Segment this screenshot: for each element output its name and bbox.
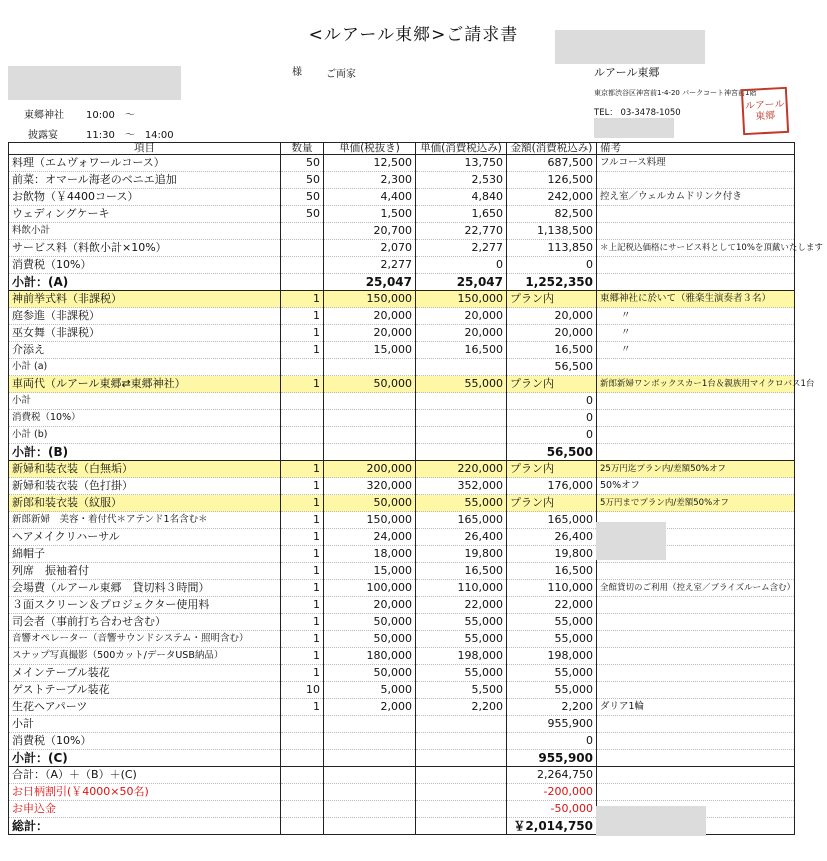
table-row	[9, 495, 795, 512]
row-qty: 1	[281, 512, 324, 529]
row-qty	[281, 444, 324, 461]
row-unit-price-tax: 2,530	[416, 172, 507, 189]
table-row	[9, 444, 795, 461]
header-note: 備考	[597, 143, 795, 155]
row-unit-price: 2,000	[324, 699, 416, 716]
company-address: 東京都渋谷区神宮前1-4-20 パークコート神宮前1階	[594, 89, 757, 97]
row-unit-price-tax: 220,000	[416, 461, 507, 478]
row-qty: 1	[281, 308, 324, 325]
table-row	[9, 427, 795, 444]
row-unit-price-tax: 26,400	[416, 529, 507, 546]
row-unit-price	[324, 359, 416, 376]
row-amount: -200,000	[507, 784, 597, 801]
row-unit-price-tax	[416, 818, 507, 835]
table-row	[9, 648, 795, 665]
row-amount: 126,500	[507, 172, 597, 189]
row-amount: 55,000	[507, 614, 597, 631]
row-qty: 1	[281, 648, 324, 665]
table-row	[9, 614, 795, 631]
table-row	[9, 767, 795, 784]
table-row	[9, 376, 795, 393]
table-row	[9, 342, 795, 359]
row-item: 新郎和装衣装（紋服）	[9, 495, 281, 512]
row-note	[597, 784, 795, 801]
row-item: お申込金	[9, 801, 281, 818]
row-unit-price: 18,000	[324, 546, 416, 563]
table-row	[9, 750, 795, 767]
row-amount: 55,000	[507, 682, 597, 699]
row-qty	[281, 733, 324, 750]
row-unit-price-tax	[416, 750, 507, 767]
table-row	[9, 563, 795, 580]
recipient: ご両家	[326, 69, 356, 80]
table-row	[9, 257, 795, 274]
row-unit-price: 320,000	[324, 478, 416, 495]
row-unit-price: 20,700	[324, 223, 416, 240]
row-item: 庭参進（非課税）	[9, 308, 281, 325]
row-unit-price-tax: 165,000	[416, 512, 507, 529]
row-unit-price: 4,400	[324, 189, 416, 206]
company-seal: ルアール 東郷	[741, 87, 789, 135]
row-item: 列席 振袖着付	[9, 563, 281, 580]
row-note: 〃	[597, 342, 795, 359]
row-note: 〃	[597, 325, 795, 342]
row-qty: 1	[281, 614, 324, 631]
row-amount: 55,000	[507, 665, 597, 682]
row-unit-price-tax: 16,500	[416, 563, 507, 580]
row-unit-price: 5,000	[324, 682, 416, 699]
row-note	[597, 274, 795, 291]
schedule-reception-label: 披露宴	[28, 130, 58, 141]
row-qty: 1	[281, 699, 324, 716]
row-unit-price: 1,500	[324, 206, 416, 223]
row-amount: 687,500	[507, 155, 597, 172]
row-unit-price: 100,000	[324, 580, 416, 597]
row-unit-price	[324, 716, 416, 733]
row-amount: 1,252,350	[507, 274, 597, 291]
row-note	[597, 223, 795, 240]
row-unit-price-tax	[416, 767, 507, 784]
row-qty: 1	[281, 546, 324, 563]
table-row	[9, 206, 795, 223]
row-unit-price: 150,000	[324, 291, 416, 308]
row-unit-price	[324, 750, 416, 767]
row-qty	[281, 750, 324, 767]
row-qty: 1	[281, 342, 324, 359]
table-row	[9, 631, 795, 648]
row-unit-price	[324, 767, 416, 784]
row-qty	[281, 240, 324, 257]
row-item: スナップ写真撮影（500カット/データUSB納品）	[9, 648, 281, 665]
row-item: 生花ヘアパーツ	[9, 699, 281, 716]
row-unit-price	[324, 410, 416, 427]
row-note: 東郷神社に於いて（雅楽生演奏者３名）	[597, 291, 795, 308]
row-unit-price: 2,070	[324, 240, 416, 257]
row-amount: 1,138,500	[507, 223, 597, 240]
row-item: 会場費（ルアール東郷 貸切料３時間）	[9, 580, 281, 597]
row-amount: 16,500	[507, 342, 597, 359]
row-qty: 1	[281, 597, 324, 614]
row-note	[597, 444, 795, 461]
row-amount: 955,900	[507, 716, 597, 733]
row-qty	[281, 274, 324, 291]
row-unit-price: 50,000	[324, 665, 416, 682]
row-unit-price-tax: 4,840	[416, 189, 507, 206]
row-note	[597, 648, 795, 665]
row-qty	[281, 716, 324, 733]
row-amount: プラン内	[507, 376, 597, 393]
row-unit-price: 20,000	[324, 325, 416, 342]
row-qty: 1	[281, 665, 324, 682]
row-unit-price: 50,000	[324, 614, 416, 631]
table-row	[9, 597, 795, 614]
row-note: ＊上記税込価格にサービス料として10%を頂戴いたします	[597, 240, 795, 257]
row-item: お飲物（￥4400コース）	[9, 189, 281, 206]
table-row	[9, 699, 795, 716]
row-amount: 16,500	[507, 563, 597, 580]
table-row	[9, 308, 795, 325]
row-unit-price	[324, 393, 416, 410]
header-item: 項目	[9, 143, 281, 155]
row-amount: 55,000	[507, 631, 597, 648]
row-item: 小計	[9, 716, 281, 733]
row-amount: 0	[507, 410, 597, 427]
row-unit-price	[324, 784, 416, 801]
table-row	[9, 461, 795, 478]
row-note	[597, 614, 795, 631]
table-row	[9, 512, 795, 529]
row-item: 新郎新婦 美容・着付代＊アテンド1名含む＊	[9, 512, 281, 529]
row-item: メインテーブル装花	[9, 665, 281, 682]
schedule-reception-time: 11:30 ～ 14:00	[86, 130, 174, 141]
row-amount: 26,400	[507, 529, 597, 546]
row-unit-price: 24,000	[324, 529, 416, 546]
company-name: ルアール東郷	[594, 66, 660, 79]
header-unit-tax: 単価(消費税込み)	[416, 143, 507, 155]
row-qty	[281, 410, 324, 427]
row-note: 25万円迄プラン内/差額50%オフ	[597, 461, 795, 478]
row-amount: 0	[507, 257, 597, 274]
row-qty: 50	[281, 155, 324, 172]
row-item: サービス料（料飲小計×10%）	[9, 240, 281, 257]
row-note: 新郎新婦ワンボックスカー1台＆親族用マイクロバス1台	[597, 376, 795, 393]
row-unit-price-tax	[416, 444, 507, 461]
row-note	[597, 682, 795, 699]
row-unit-price: 20,000	[324, 597, 416, 614]
row-qty: 50	[281, 206, 324, 223]
table-row	[9, 359, 795, 376]
row-unit-price-tax	[416, 393, 507, 410]
row-item: 音響オペレーター（音響サウンドシステム・照明含む）	[9, 631, 281, 648]
row-amount: 2,200	[507, 699, 597, 716]
row-qty: 1	[281, 495, 324, 512]
row-qty: 1	[281, 376, 324, 393]
row-item: 消費税（10%）	[9, 257, 281, 274]
table-row	[9, 682, 795, 699]
row-unit-price: 50,000	[324, 631, 416, 648]
table-row	[9, 172, 795, 189]
row-unit-price-tax: 0	[416, 257, 507, 274]
row-item: 消費税（10%）	[9, 410, 281, 427]
row-qty	[281, 801, 324, 818]
row-unit-price: 15,000	[324, 342, 416, 359]
row-amount: 0	[507, 393, 597, 410]
row-unit-price: 50,000	[324, 495, 416, 512]
row-unit-price-tax: 22,000	[416, 597, 507, 614]
page-title: <ルアール東郷>ご請求書	[308, 25, 519, 45]
row-item: ウェディングケーキ	[9, 206, 281, 223]
row-amount: プラン内	[507, 461, 597, 478]
row-unit-price-tax: 352,000	[416, 478, 507, 495]
row-amount: 113,850	[507, 240, 597, 257]
row-note: 全館貸切のご利用（控え室／ブライズルーム含む）	[597, 580, 795, 597]
row-note: 〃	[597, 308, 795, 325]
row-note: 控え室／ウェルカムドリンク付き	[597, 189, 795, 206]
row-unit-price-tax: 20,000	[416, 308, 507, 325]
row-item: 小計	[9, 393, 281, 410]
row-qty: 1	[281, 478, 324, 495]
row-unit-price-tax: 55,000	[416, 495, 507, 512]
row-item: 介添え	[9, 342, 281, 359]
row-item: ゲストテーブル装花	[9, 682, 281, 699]
row-item: 綿帽子	[9, 546, 281, 563]
row-amount: -50,000	[507, 801, 597, 818]
row-amount: 20,000	[507, 325, 597, 342]
row-unit-price-tax: 5,500	[416, 682, 507, 699]
row-unit-price: 2,277	[324, 257, 416, 274]
row-amount: 56,500	[507, 359, 597, 376]
row-item: 合計：（A）＋（B）＋(C)	[9, 767, 281, 784]
row-unit-price-tax: 55,000	[416, 631, 507, 648]
row-item: 司会者（事前打ち合わせ含む）	[9, 614, 281, 631]
row-amount: 165,000	[507, 512, 597, 529]
honorific: 様	[292, 67, 302, 78]
row-unit-price	[324, 733, 416, 750]
row-unit-price-tax: 55,000	[416, 614, 507, 631]
row-note	[597, 359, 795, 376]
row-qty: 10	[281, 682, 324, 699]
row-unit-price-tax: 150,000	[416, 291, 507, 308]
row-note	[597, 733, 795, 750]
company-tel: TEL： 03-3478-1050	[594, 108, 681, 118]
row-item: ヘアメイクリハーサル	[9, 529, 281, 546]
table-row	[9, 784, 795, 801]
row-note: 50%オフ	[597, 478, 795, 495]
row-unit-price: 150,000	[324, 512, 416, 529]
row-unit-price-tax	[416, 716, 507, 733]
header-amount: 金額(消費税込み)	[507, 143, 597, 155]
row-unit-price: 15,000	[324, 563, 416, 580]
row-unit-price-tax: 19,800	[416, 546, 507, 563]
row-note: フルコース料理	[597, 155, 795, 172]
row-note	[597, 665, 795, 682]
row-qty	[281, 784, 324, 801]
row-unit-price: 2,300	[324, 172, 416, 189]
row-qty: 1	[281, 580, 324, 597]
row-item: 新婦和装衣装（白無垢）	[9, 461, 281, 478]
row-qty: 1	[281, 291, 324, 308]
table-row	[9, 546, 795, 563]
row-amount: プラン内	[507, 495, 597, 512]
row-item: ３面スクリーン＆プロジェクター使用料	[9, 597, 281, 614]
table-row	[9, 529, 795, 546]
table-row	[9, 393, 795, 410]
header-qty: 数量	[281, 143, 324, 155]
schedule-shrine-label: 東郷神社	[24, 110, 64, 121]
table-row	[9, 580, 795, 597]
row-qty: 1	[281, 563, 324, 580]
row-item: お日柄割引(￥4000×50名)	[9, 784, 281, 801]
row-unit-price-tax: 25,047	[416, 274, 507, 291]
row-unit-price-tax: 1,650	[416, 206, 507, 223]
row-qty: 50	[281, 172, 324, 189]
row-note	[597, 750, 795, 767]
redacted-block	[596, 522, 666, 560]
row-amount: 0	[507, 733, 597, 750]
row-amount: 0	[507, 427, 597, 444]
row-amount: 82,500	[507, 206, 597, 223]
table-row	[9, 240, 795, 257]
table-row	[9, 274, 795, 291]
table-row	[9, 291, 795, 308]
row-unit-price-tax: 20,000	[416, 325, 507, 342]
table-row	[9, 223, 795, 240]
row-item: 前菜：オマール海老のベニエ追加	[9, 172, 281, 189]
row-note	[597, 257, 795, 274]
row-unit-price: 180,000	[324, 648, 416, 665]
row-item: 小計：(C)	[9, 750, 281, 767]
row-qty: 1	[281, 461, 324, 478]
row-item: 小計：(A)	[9, 274, 281, 291]
row-qty: 50	[281, 189, 324, 206]
row-unit-price	[324, 818, 416, 835]
row-item: 総計：	[9, 818, 281, 835]
row-unit-price	[324, 427, 416, 444]
row-amount: ￥2,014,750	[507, 818, 597, 835]
row-qty: 1	[281, 631, 324, 648]
table-row	[9, 410, 795, 427]
table-row	[9, 478, 795, 495]
row-note	[597, 563, 795, 580]
row-item: 料理（エムヴォワールコース）	[9, 155, 281, 172]
row-qty	[281, 393, 324, 410]
header-unit: 単価(税抜き)	[324, 143, 416, 155]
row-amount: 198,000	[507, 648, 597, 665]
row-amount: 56,500	[507, 444, 597, 461]
row-unit-price-tax	[416, 784, 507, 801]
row-unit-price-tax	[416, 427, 507, 444]
row-unit-price-tax: 55,000	[416, 376, 507, 393]
row-qty	[281, 427, 324, 444]
row-unit-price	[324, 801, 416, 818]
row-qty: 1	[281, 529, 324, 546]
invoice-table	[8, 142, 823, 835]
row-qty: 1	[281, 325, 324, 342]
row-unit-price-tax: 16,500	[416, 342, 507, 359]
redacted-block	[596, 806, 706, 836]
row-unit-price-tax	[416, 359, 507, 376]
row-note	[597, 206, 795, 223]
row-amount: 22,000	[507, 597, 597, 614]
table-row	[9, 665, 795, 682]
row-item: 新婦和装衣装（色打掛）	[9, 478, 281, 495]
row-note: 5万円までプラン内/差額50%オフ	[597, 495, 795, 512]
row-note	[597, 597, 795, 614]
row-unit-price-tax: 198,000	[416, 648, 507, 665]
row-unit-price-tax: 55,000	[416, 665, 507, 682]
row-unit-price: 20,000	[324, 308, 416, 325]
schedule-shrine-time: 10:00 ～	[86, 110, 135, 121]
row-unit-price-tax: 110,000	[416, 580, 507, 597]
row-unit-price: 50,000	[324, 376, 416, 393]
table-row	[9, 716, 795, 733]
row-item: 車両代（ルアール東郷⇄東郷神社）	[9, 376, 281, 393]
row-note	[597, 393, 795, 410]
row-unit-price: 25,047	[324, 274, 416, 291]
row-item: 小計 (a)	[9, 359, 281, 376]
row-amount: 242,000	[507, 189, 597, 206]
row-unit-price-tax: 2,277	[416, 240, 507, 257]
row-item: 巫女舞（非課税）	[9, 325, 281, 342]
redacted-block	[8, 66, 181, 100]
row-item: 神前挙式料（非課税）	[9, 291, 281, 308]
table-row	[9, 155, 795, 172]
row-unit-price: 12,500	[324, 155, 416, 172]
row-amount: プラン内	[507, 291, 597, 308]
row-note	[597, 767, 795, 784]
redacted-block	[594, 118, 674, 138]
table-row	[9, 733, 795, 750]
row-note	[597, 427, 795, 444]
row-unit-price	[324, 444, 416, 461]
row-unit-price-tax: 13,750	[416, 155, 507, 172]
row-item: 消費税（10%）	[9, 733, 281, 750]
row-note	[597, 716, 795, 733]
row-amount: 110,000	[507, 580, 597, 597]
table-row	[9, 325, 795, 342]
row-unit-price: 200,000	[324, 461, 416, 478]
row-amount: 19,800	[507, 546, 597, 563]
row-amount: 955,900	[507, 750, 597, 767]
row-unit-price-tax: 22,770	[416, 223, 507, 240]
row-unit-price-tax	[416, 410, 507, 427]
row-note: ダリア1輪	[597, 699, 795, 716]
row-item: 料飲小計	[9, 223, 281, 240]
row-amount: 2,264,750	[507, 767, 597, 784]
row-qty	[281, 767, 324, 784]
table-header	[9, 143, 795, 155]
redacted-block	[555, 30, 705, 64]
row-unit-price-tax: 2,200	[416, 699, 507, 716]
row-amount: 20,000	[507, 308, 597, 325]
row-note	[597, 172, 795, 189]
row-note	[597, 631, 795, 648]
row-note	[597, 410, 795, 427]
table-row	[9, 189, 795, 206]
row-qty	[281, 223, 324, 240]
row-qty	[281, 359, 324, 376]
row-amount: 176,000	[507, 478, 597, 495]
row-unit-price-tax	[416, 733, 507, 750]
row-item: 小計 (b)	[9, 427, 281, 444]
row-qty	[281, 818, 324, 835]
row-item: 小計：(B)	[9, 444, 281, 461]
row-unit-price-tax	[416, 801, 507, 818]
row-qty	[281, 257, 324, 274]
